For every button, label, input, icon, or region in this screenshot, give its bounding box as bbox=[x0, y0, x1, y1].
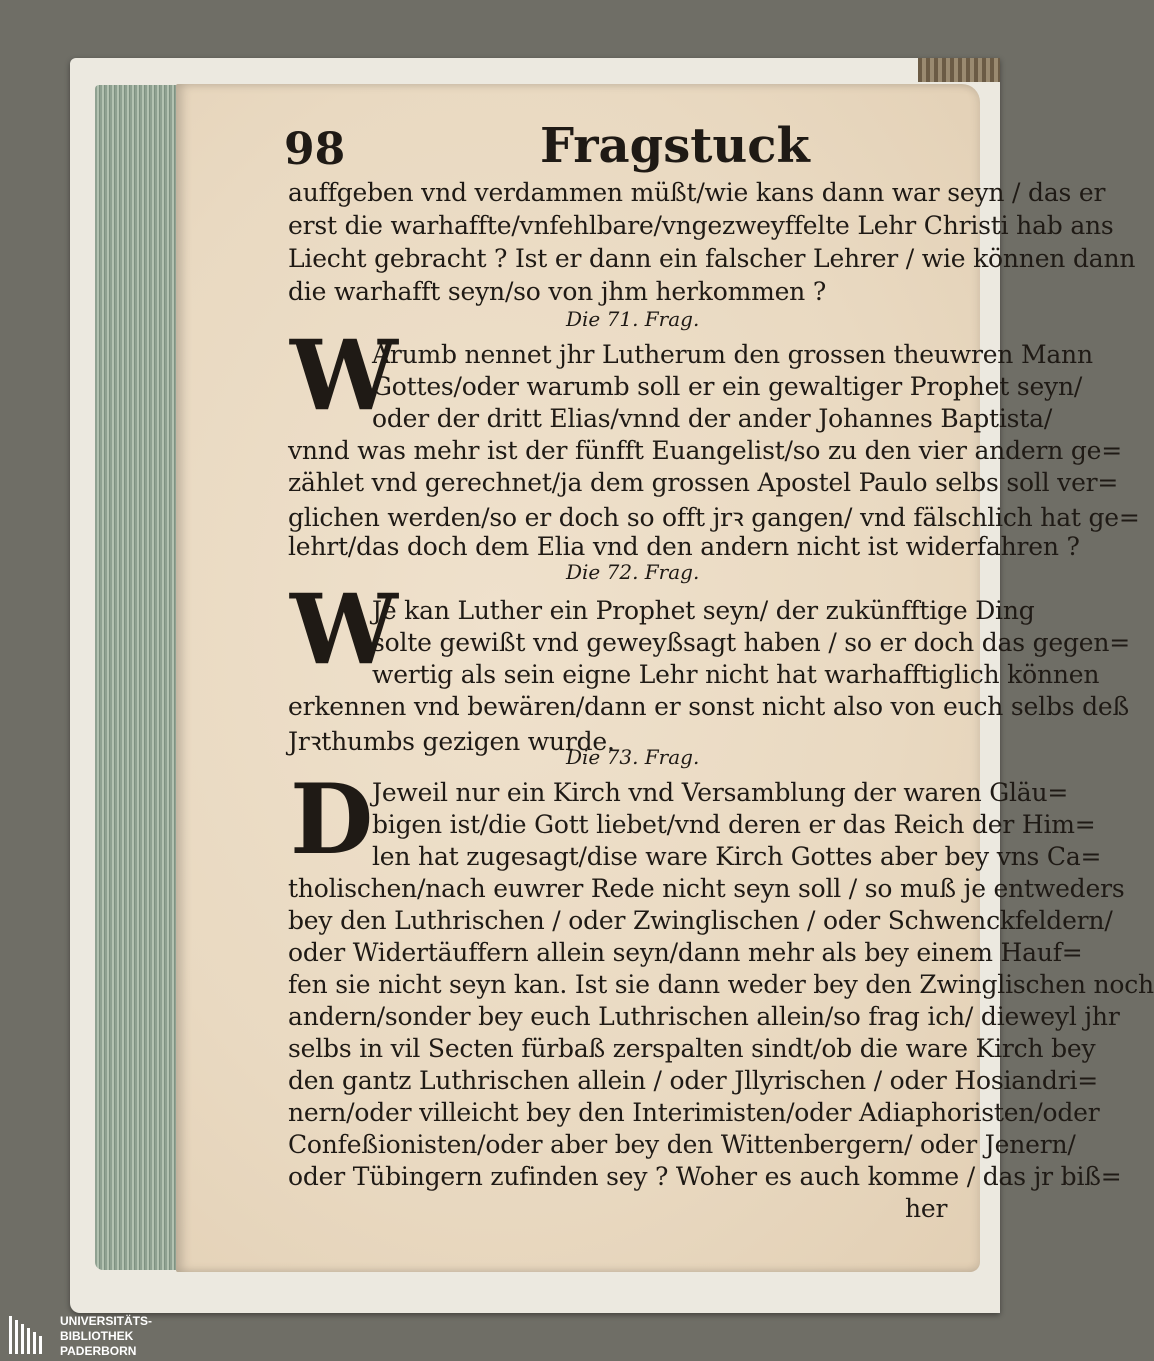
page-number: 98 bbox=[284, 124, 346, 175]
text-line: wertig als sein eigne Lehr nicht hat warhafftiglich können bbox=[372, 660, 1100, 689]
text-line: erst die warhaffte/vnfehlbare/vngezweyffelte Lehr Christi hab ans bbox=[288, 211, 1114, 240]
question-heading: Die 72. Frag. bbox=[566, 560, 700, 584]
question-heading: Die 71. Frag. bbox=[566, 307, 700, 331]
text-line: erkennen vnd bewären/dann er sonst nicht also von euch selbs deß bbox=[288, 692, 1130, 721]
text-line: oder der dritt Elias/vnnd der ander Johannes Baptista/ bbox=[372, 404, 1053, 433]
library-logo-icon bbox=[8, 1314, 46, 1356]
decorated-initial: D bbox=[290, 763, 374, 876]
text-line: oder Tübingern zufinden sey ? Woher es auch komme / das jr biß= bbox=[288, 1162, 1122, 1191]
text-line: selbs in vil Secten fürbaß zerspalten sindt/ob die ware Kirch bey bbox=[288, 1034, 1096, 1063]
text-line: bigen ist/die Gott liebet/vnd deren er das Reich der Him= bbox=[372, 810, 1096, 839]
text-line: Arumb nennet jhr Lutherum den grossen theuwren Mann bbox=[372, 340, 1093, 369]
text-line: tholischen/nach euwrer Rede nicht seyn soll / so muß je entweders bbox=[288, 874, 1125, 903]
text-line: nern/oder villeicht bey den Interimisten/oder Adiaphoristen/oder bbox=[288, 1098, 1100, 1127]
decorated-initial: W bbox=[290, 573, 398, 686]
text-line: len hat zugesagt/dise ware Kirch Gottes aber bey vns Ca= bbox=[372, 842, 1102, 871]
text-line: Gottes/oder warumb soll er ein gewaltiger Prophet seyn/ bbox=[372, 372, 1083, 401]
library-name-line: BIBLIOTHEK bbox=[60, 1329, 134, 1343]
text-line: die warhafft seyn/so von jhm herkommen ? bbox=[288, 277, 827, 306]
text-line: Confeßionisten/oder aber bey den Wittenbergern/ oder Jenern/ bbox=[288, 1130, 1076, 1159]
text-line: Je kan Luther ein Prophet seyn/ der zukünfftige Ding bbox=[372, 596, 1035, 625]
decorated-initial: W bbox=[290, 319, 398, 432]
text-line: vnnd was mehr ist der fünfft Euangelist/so zu den vier andern ge= bbox=[288, 436, 1123, 465]
text-line: glichen werden/so er doch so offt jrꝛ gangen/ vnd fälschlich hat ge= bbox=[288, 503, 1140, 532]
text-line: auffgeben vnd verdammen müßt/wie kans dann war seyn / das er bbox=[288, 178, 1106, 207]
text-line: den gantz Luthrischen allein / oder Jllyrischen / oder Hosiandri= bbox=[288, 1066, 1098, 1095]
page-edges bbox=[95, 85, 180, 1270]
text-line: Jeweil nur ein Kirch vnd Versamblung der waren Gläu= bbox=[372, 778, 1069, 807]
text-line: fen sie nicht seyn kan. Ist sie dann weder bey den Zwinglischen noch bbox=[288, 970, 1154, 999]
text-line: lehrt/das doch dem Elia vnd den andern nicht ist widerfahren ? bbox=[288, 532, 1080, 561]
text-line: zählet vnd gerechnet/ja dem grossen Apostel Paulo selbs soll ver= bbox=[288, 468, 1119, 497]
text-line: oder Widertäuffern allein seyn/dann mehr als bey einem Hauf= bbox=[288, 938, 1083, 967]
text-line: Liecht gebracht ? Ist er dann ein falscher Lehrer / wie können dann bbox=[288, 244, 1136, 273]
library-name-line: PADERBORN bbox=[60, 1344, 137, 1358]
running-head: Fragstuck bbox=[540, 118, 810, 174]
text-line: bey den Luthrischen / oder Zwinglischen / oder Schwenckfeldern/ bbox=[288, 906, 1113, 935]
text-line: Jrꝛthumbs gezigen wurde. bbox=[288, 727, 615, 756]
spine-strip bbox=[918, 58, 1000, 82]
library-name-line: UNIVERSITÄTS- bbox=[60, 1314, 153, 1328]
question-heading: Die 73. Frag. bbox=[566, 745, 700, 769]
catchword: her bbox=[905, 1194, 948, 1223]
text-line: andern/sonder bey euch Luthrischen allein/so frag ich/ dieweyl jhr bbox=[288, 1002, 1120, 1031]
text-line: solte gewißt vnd geweyßsagt haben / so er doch das gegen= bbox=[372, 628, 1131, 657]
